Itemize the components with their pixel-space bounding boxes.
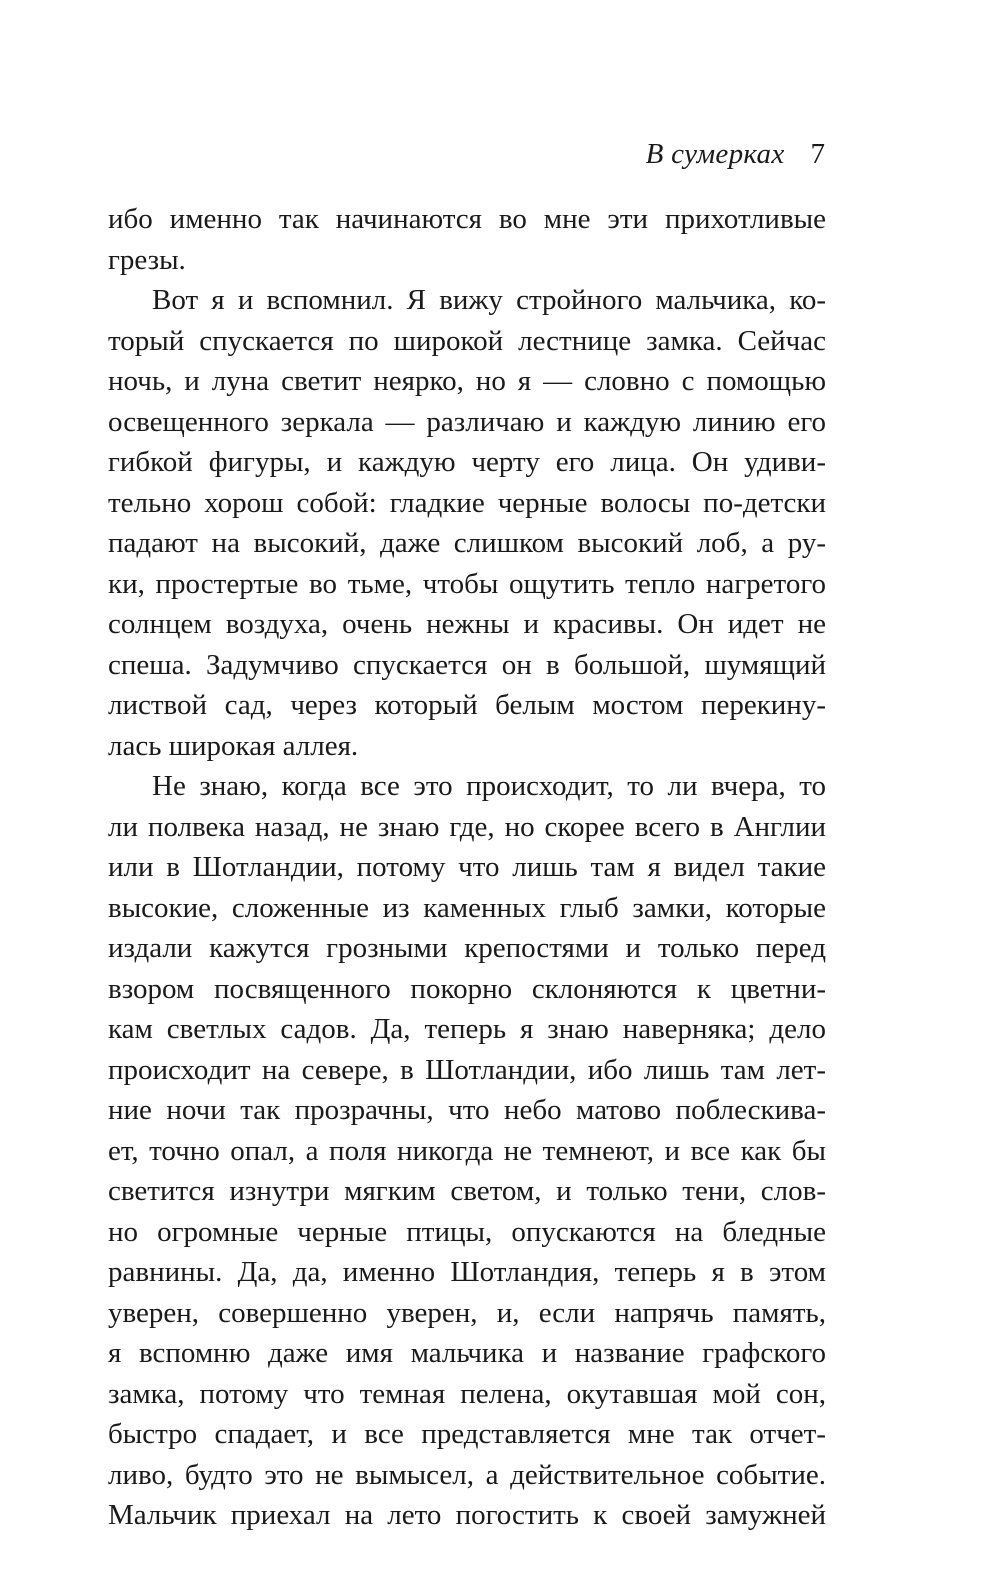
text-line: освещенного зеркала — различаю и каждую линию его bbox=[108, 405, 826, 438]
text-line: высокие, сложенные из каменных глыб замки, которые bbox=[108, 891, 826, 924]
text-line: торый спускается по широкой лестнице замка. Сейчас bbox=[108, 324, 826, 357]
text-line: ет, точно опал, а поля никогда не темнеют, и все как бы bbox=[108, 1134, 826, 1167]
text-line: падают на высокий, даже слишком высокий лоб, а ру- bbox=[108, 527, 826, 559]
text-line: светится изнутри мягким светом, и только тени, слов- bbox=[108, 1175, 826, 1207]
text-line: происходит на севере, в Шотландии, ибо лишь там лет- bbox=[108, 1053, 826, 1086]
text-line: кам светлых садов. Да, теперь я знаю наверняка; дело bbox=[108, 1013, 826, 1045]
text-line: но огромные черные птицы, опускаются на бледные bbox=[108, 1215, 826, 1248]
text-line: ибо именно так начинаются во мне эти прихотливые bbox=[108, 203, 826, 235]
page-number: 7 bbox=[810, 138, 825, 170]
text-line: тельно хорош собой: гладкие черные волосы по-детски bbox=[108, 486, 826, 519]
text-line: Не знаю, когда все это происходит, то ли вчера, то bbox=[152, 770, 826, 802]
text-line: солнцем воздуха, очень нежны и красивы. Он идет не bbox=[108, 608, 826, 640]
text-line: взором посвященного покорно склоняются к цветни- bbox=[108, 972, 826, 1005]
text-line: спеша. Задумчиво спускается он в большой, шумящий bbox=[108, 648, 826, 681]
text-line: ки, простертые во тьме, чтобы ощутить тепло нагретого bbox=[108, 567, 826, 600]
text-line: издали кажутся грозными крепостями и только перед bbox=[108, 932, 826, 964]
text-line: ние ночи так прозрачны, что небо матово поблескива- bbox=[108, 1094, 826, 1126]
text-line: ливо, будто это не вымысел, а действительное событие. bbox=[108, 1458, 826, 1491]
text-line: или в Шотландии, потому что лишь там я видел такие bbox=[108, 851, 826, 883]
text-line: равнины. Да, да, именно Шотландия, теперь я в этом bbox=[108, 1256, 826, 1288]
text-line: уверен, совершенно уверен, и, если напрячь память, bbox=[108, 1296, 826, 1329]
text-line: грезы. bbox=[108, 243, 186, 276]
text-line: ли полвека назад, не знаю где, но скорее всего в Англии bbox=[108, 810, 826, 843]
text-line: замка, потому что темная пелена, окутавшая мой сон, bbox=[108, 1377, 826, 1410]
text-line: Мальчик приехал на лето погостить к своей замужней bbox=[108, 1499, 826, 1531]
body-text bbox=[108, 199, 826, 1536]
text-line: Вот я и вспомнил. Я вижу стройного мальчика, ко- bbox=[152, 284, 826, 316]
text-line: ночь, и луна светит неярко, но я — словно с помощью bbox=[108, 365, 826, 397]
text-line: я вспомню даже имя мальчика и название графского bbox=[108, 1337, 826, 1369]
text-line: листвой сад, через который белым мостом перекину- bbox=[108, 689, 826, 721]
text-line: быстро спадает, и все представляется мне так отчет- bbox=[108, 1418, 826, 1450]
running-head bbox=[646, 136, 825, 172]
text-line: лась широкая аллея. bbox=[108, 729, 359, 762]
text-line: гибкой фигуры, и каждую черту его лица. Он удиви- bbox=[108, 446, 826, 478]
running-title: В сумерках bbox=[645, 138, 785, 170]
